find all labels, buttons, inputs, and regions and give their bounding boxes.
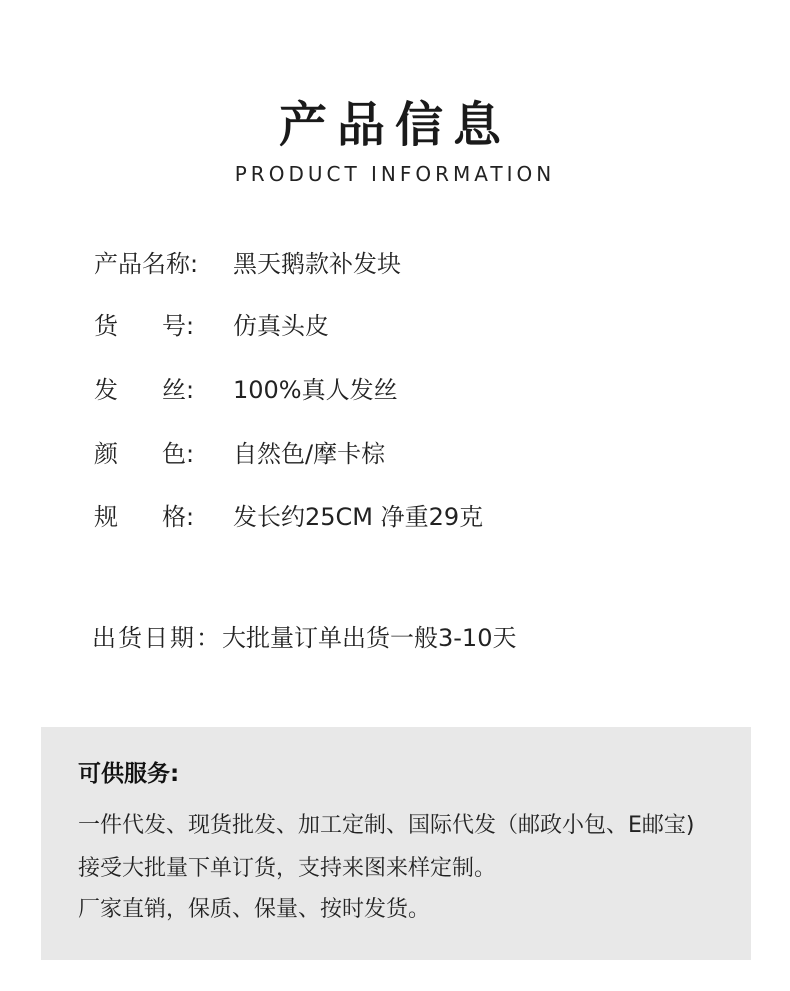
info-label-char: 丝: <box>162 376 195 404</box>
shipping-label: 出货日期： <box>92 624 222 652</box>
info-value: 发长约25CM 净重29克 <box>233 503 484 531</box>
services-line: 厂家直销，保质、保量、按时发货。 <box>78 897 431 922</box>
info-value: 仿真头皮 <box>233 312 329 340</box>
info-label-char: 货 <box>94 312 118 340</box>
shipping-value: 大批量订单出货一般3-10天 <box>222 624 517 652</box>
page-subtitle: PRODUCT INFORMATION <box>234 162 556 186</box>
services-box <box>41 727 751 960</box>
info-label-char: 格: <box>162 503 195 531</box>
info-value: 自然色/摩卡棕 <box>233 440 386 468</box>
info-label-char: 颜 <box>94 440 118 468</box>
services-heading: 可供服务: <box>78 761 180 787</box>
info-label-char: 规 <box>94 503 118 531</box>
info-value: 100%真人发丝 <box>233 376 398 404</box>
info-label: 产品名称: <box>94 250 199 278</box>
info-label-char: 色: <box>162 440 195 468</box>
info-label-char: 号: <box>162 312 195 340</box>
shipping-row <box>92 618 516 653</box>
page-title: 产品信息 <box>278 97 511 153</box>
info-value: 黑天鹅款补发块 <box>233 250 401 278</box>
services-line: 接受大批量下单订货，支持来图来样定制。 <box>78 856 497 881</box>
services-line: 一件代发、现货批发、加工定制、国际代发（邮政小包、E邮宝) <box>78 813 695 838</box>
info-label-char: 发 <box>94 376 118 404</box>
